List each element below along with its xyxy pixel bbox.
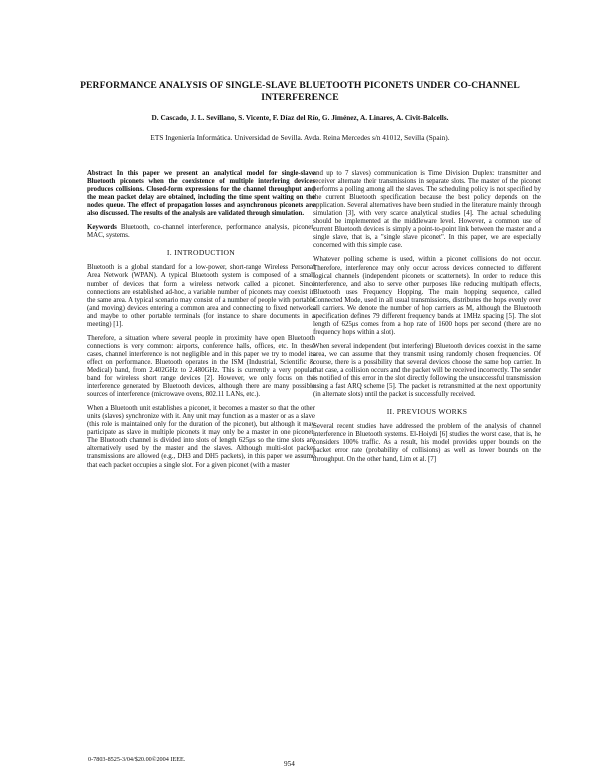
- copyright-notice: 0-7803-8525-3/04/$20.00©2004 IEEE.: [88, 756, 186, 763]
- keywords-text: Bluetooth, co-channel interference, performance analysis, piconet, MAC, systems.: [87, 224, 315, 240]
- paragraph: When several independent (but interfering) Bluetooth devices coexist in the same area, we can assume that they transmit using randomly chosen frequencies. Of course, there is a possibility that several devices choose the same hop carrier. In that case, a collision occurs and the packet will be received incorrectly. The sender is notified of this error in the slot directly following the unsuccessful transmission using a fast ARQ scheme [5]. The packet is retransmitted at the next opportunity (in alternate slots) until the packet is successfully received.: [313, 342, 541, 399]
- keywords: [87, 224, 315, 240]
- paragraph: and up to 7 slaves) communication is Time Division Duplex: transmitter and receiver alternate their transmissions in separate slots. The master of the piconet performs a polling among all the slaves. The scheduling policy is not specified by the current Bluetooth specification because the best policy depends on the application. Several alternatives have been studied in the literature mainly through simulation [3], with very scarce analytical studies [4]. The actual scheduling should be implemented at the middleware level. However, a common use of current Bluetooth devices is simply a point-to-point link between the master and a single slave, that is, a "single slave piconet". In this paper, we are especially concerned with this simple case.: [313, 170, 541, 250]
- right-column: [313, 170, 541, 470]
- abstract-text: In this paper we present an analytical model for single-slave Bluetooth piconets when the coexistence of multiple interfering devices produces collisions. Closed-form expressions for the channel throughput and the mean packet delay are obtained, including the time spent waiting on the nodes queue. The effect of propagation losses and asynchronous piconets are also discussed. The results of the analysis are validated through simulation.: [87, 170, 315, 218]
- keywords-label: Keywords: [87, 224, 117, 232]
- affiliation: ETS Ingeniería Informática. Universidad de Sevilla. Avda. Reina Mercedes s/n 41012, Sevilla (Spain).: [150, 133, 450, 142]
- paragraph: Therefore, a situation where several people in proximity have open Bluetooth connections is very common: airports, conference halls, offices, etc. In these cases, channel interference is not negligible and in this paper we try to model its effect on performance. Bluetooth operates in the ISM (Industrial, Scientific & Medical) band, from 2.402GHz to 2.480GHz. This is currently a very popular band for wireless short range devices [2]. However, we only focus on the interference generated by Bluetooth devices, although there are many possible sources of interference (microwave ovens, 802.11 LANs, etc.).: [87, 334, 315, 399]
- paper-title: PERFORMANCE ANALYSIS OF SINGLE-SLAVE BLUETOOTH PICONETS UNDER CO-CHANNEL INTERFERENCE: [80, 80, 520, 103]
- page-number: 954: [284, 760, 295, 768]
- left-column: [87, 170, 315, 476]
- author-list: D. Cascado, J. L. Sevillano, S. Vicente, F. Díaz del Río, G. Jiménez, A. Linares, A. Civit-Balcells.: [151, 113, 449, 122]
- paragraph: Bluetooth is a global standard for a low-power, short-range Wireless Personal Area Network (WPAN). A typical Bluetooth system is composed of a small number of devices that form a wireless network called a piconet. Since connections are established ad-hoc, a variable number of piconets may coexist in the same area. A typical scenario may consist of a number of people with portable (and moving) devices entering a common area and connecting to fixed networks and maybe to other portable terminals (for instance to share documents in a meeting) [1].: [87, 264, 315, 328]
- section-heading-introduction: I. INTRODUCTION: [166, 248, 236, 258]
- section-heading-previous-works: II. PREVIOUS WORKS: [386, 407, 468, 417]
- abstract-label: Abstract: [87, 170, 113, 177]
- paragraph: Several recent studies have addressed the problem of the analysis of channel interference in Bluetooth systems. El-Hoiydi [6] studies the worst case, that is, he considers 100% traffic. As a result, his model provides upper bounds on the packet error rate (probability of collisions) as well as lower bounds on the throughput. On the other hand, Lim et al. [7]: [313, 423, 541, 463]
- paragraph: When a Bluetooth unit establishes a piconet, it becomes a master so that the other units (slaves) synchronize with it. Any unit may function as a master or as a slave (this role is maintained only for the duration of the piconet), but although it may participate as slave in multiple piconets it may only be a master in one piconet. The Bluetooth channel is divided into slots of length 625μs so the time slots are alternatively used by the master and the slaves. Although multi-slot packet transmissions are allowed (e.g., DH3 and DH5 packets), in this paper we assume that each packet occupies a single slot. For a given piconet (with a master: [87, 405, 315, 469]
- abstract: [87, 170, 315, 218]
- paragraph: Whatever polling scheme is used, within a piconet collisions do not occur. Therefore, interference may only occur across devices connected to different logical channels (independent piconets or scatternets). In order to reduce this interference, and also to serve other purposes like reducing multipath effects, Bluetooth uses Frequency Hopping. The main hopping sequence, called Connected Mode, used in all usual transmissions, distributes the hops evenly over all carriers. We denote the number of hop carriers as M, although the Bluetooth specification defines 79 different frequency bands at 1MHz spacing [5]. The slot length of 625μs comes from a hop rate of 1600 hops per second (there are no frequency hops within a slot).: [313, 256, 541, 336]
